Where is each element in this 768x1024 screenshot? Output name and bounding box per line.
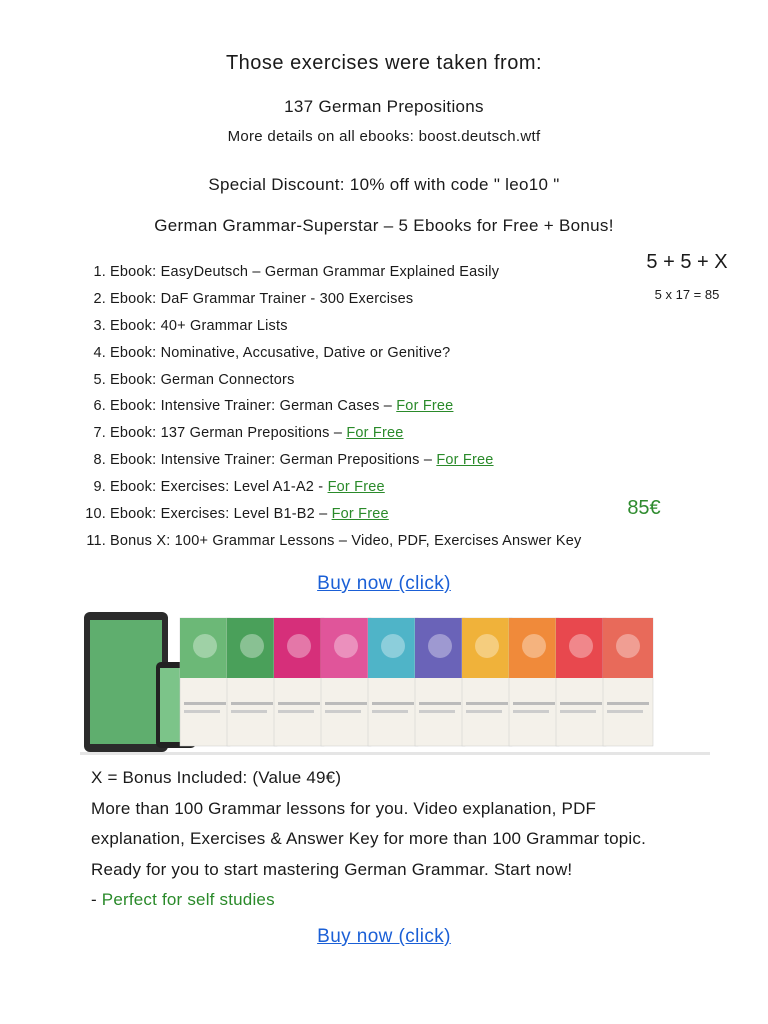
shadow-line [80,752,710,755]
for-free-link[interactable]: For Free [327,479,385,496]
calculation-text: 5 x 17 = 85 [654,287,720,302]
bonus-description: More than 100 Grammar lessons for you. Video explanation, PDF explanation, Exercises & Answer Key for more than 100 Grammar topic. Ready for you to start mastering German Grammar. Start now! [91,798,647,879]
bonus-value-text: X = Bonus Included: (Value 49€) [91,768,342,787]
bundle-title: German Grammar-Superstar – 5 Ebooks for Free + Bonus! [154,216,614,235]
list-item [82,477,602,504]
list-number: 1. [93,264,106,280]
list-item-text: Ebook: Exercises: Level B1-B2 – [110,506,332,523]
list-item [82,262,602,289]
list-item [82,531,602,558]
buy-now-link[interactable]: Buy now (click) [317,573,451,594]
dash-text: - [91,890,102,909]
book-title: 137 German Prepositions [284,97,484,116]
list-item-text: Ebook: Intensive Trainer: German Prepositions – [110,452,437,469]
list-item [82,396,602,423]
book-cover [556,618,606,746]
book-cover [274,618,324,746]
list-number: 3. [93,317,106,334]
book-cover [227,618,277,746]
list-item-text: Ebook: 40+ Grammar Lists [110,317,288,334]
list-item-text: Bonus X: 100+ Grammar Lessons – Video, PDF, Exercises Answer Key [110,532,582,549]
list-item [82,289,602,316]
book-cover [180,618,230,746]
book-cover [415,618,465,746]
list-number: 5. [93,371,106,388]
price-text: 85€ [627,497,661,519]
list-item [82,504,602,531]
list-item-text: Ebook: Exercises: Level A1-A2 - [110,479,328,496]
list-number: 6. [93,398,106,415]
list-item-text: Ebook: Intensive Trainer: German Cases – [110,398,397,415]
for-free-link[interactable]: For Free [346,425,404,442]
list-item-text: Ebook: Nominative, Accusative, Dative or Genitive? [110,344,451,361]
list-item [82,370,602,397]
self-studies-text: Perfect for self studies [101,890,275,909]
list-item-text: Ebook: EasyDeutsch – German Grammar Explained Easily [110,264,500,280]
ebook-bundle-image [80,606,710,758]
list-number: 11. [86,532,106,549]
list-number: 4. [93,344,106,361]
list-item [82,343,602,370]
list-item-text: Ebook: German Connectors [110,371,295,388]
tablet-screen [90,620,162,744]
details-text: More details on all ebooks: boost.deutsch.wtf [227,128,541,145]
book-cover [462,618,512,746]
list-item [82,423,602,450]
bonus-section [91,763,691,916]
formula-text: 5 + 5 + X [646,251,728,273]
list-item [82,316,602,343]
list-number: 9. [93,479,106,496]
list-number: 8. [93,452,106,469]
book-cover [603,618,653,746]
buy-now-link-bottom[interactable]: Buy now (click) [317,926,451,947]
list-item-text: Ebook: 137 German Prepositions – [110,425,347,442]
list-number: 10. [85,506,106,523]
for-free-link[interactable]: For Free [436,452,494,469]
heading: Those exercises were taken from: [225,52,543,74]
list-number: 7. [93,425,106,442]
ebook-list [82,262,602,558]
list-number: 2. [93,290,106,307]
list-item [82,450,602,477]
book-cover [368,618,418,746]
discount-text: Special Discount: 10% off with code " leo10 " [208,175,560,194]
list-item-text: Ebook: DaF Grammar Trainer - 300 Exercises [110,290,414,307]
for-free-link[interactable]: For Free [331,506,389,523]
for-free-link[interactable]: For Free [396,398,454,415]
book-cover [509,618,559,746]
book-cover [321,618,371,746]
